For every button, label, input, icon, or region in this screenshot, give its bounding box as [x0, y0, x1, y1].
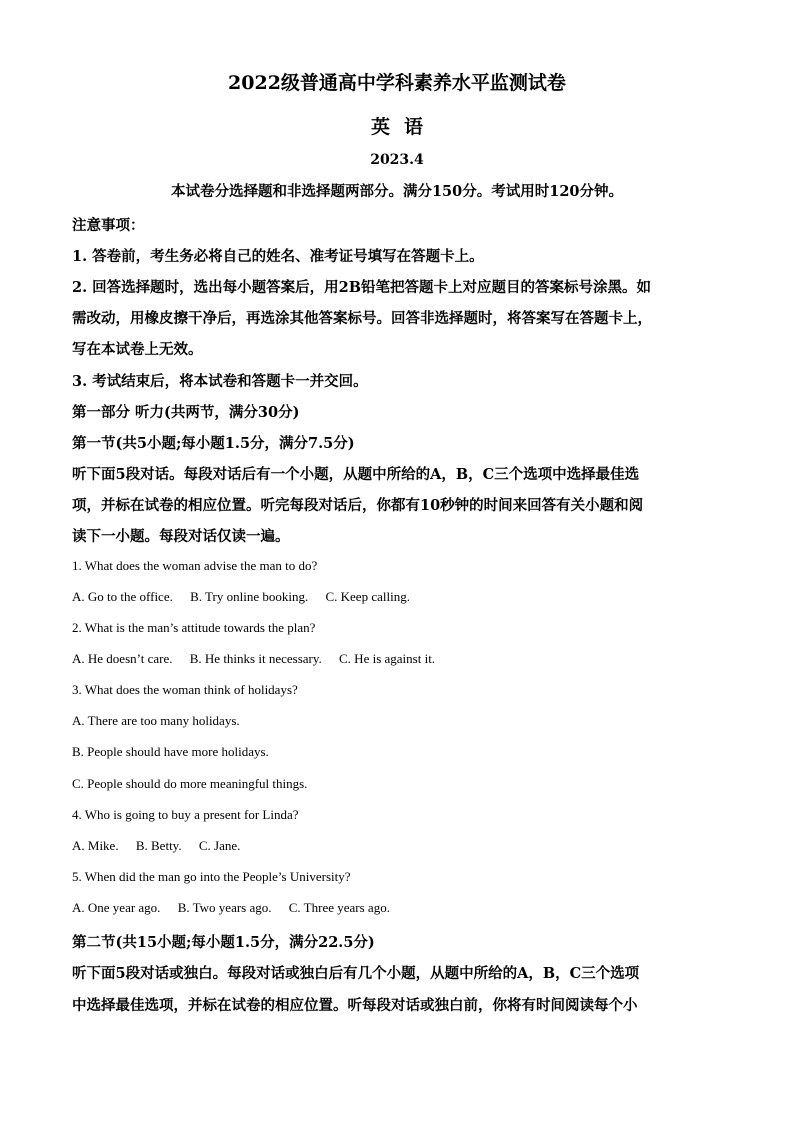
option-b: B. Try online booking. — [190, 589, 309, 604]
option-a: A. Mike. — [72, 838, 119, 853]
question-4-options — [72, 838, 240, 854]
exam-title: 2022级普通高中学科素养水平监测试卷 — [228, 72, 566, 94]
notes-heading: 注意事项： — [72, 217, 145, 234]
question-2-options — [72, 651, 435, 667]
option-b: B. Betty. — [135, 838, 182, 853]
question-4: 4. Who is going to buy a present for Linda? — [72, 807, 299, 822]
note-item: 需改动，用橡皮擦干净后，再选涂其他答案标号。回答非选择题时，将答案写在答题卡上， — [72, 310, 652, 327]
note-item: 3. 考试结束后，将本试卷和答题卡一并交回。 — [72, 373, 368, 390]
exam-intro: 本试卷分选择题和非选择题两部分。满分150分。考试用时120分钟。 — [170, 183, 624, 200]
option-c: C. Keep calling. — [325, 589, 410, 604]
section1-instructions: 听下面5段对话。每段对话后有一个小题，从题中所给的A，B，C三个选项中选择最佳选 — [72, 466, 640, 483]
question-1-options — [72, 589, 410, 605]
note-item: 1. 答卷前，考生务必将自己的姓名、准考证号填写在答题卡上。 — [72, 248, 484, 265]
option-c: C. Jane. — [198, 838, 241, 853]
option-c: C. Three years ago. — [288, 900, 390, 915]
question-2: 2. What is the man’s attitude towards the plan? — [72, 620, 316, 635]
question-3-option-c: C. People should do more meaningful things. — [72, 776, 308, 791]
question-3: 3. What does the woman think of holidays? — [72, 682, 298, 697]
option-a: A. Go to the office. — [72, 589, 173, 604]
section2-instructions: 中选择最佳选项，并标在试卷的相应位置。听每段对话或独白前，你将有时间阅读每个小 — [72, 997, 638, 1014]
question-1: 1. What does the woman advise the man to do? — [72, 558, 318, 573]
option-a: A. One year ago. — [72, 900, 161, 915]
section2-instructions: 听下面5段对话或独白。每段对话或独白后有几个小题，从题中所给的A，B，C三个选项 — [72, 965, 640, 982]
part1-heading: 第一部分 听力(共两节，满分30分) — [72, 404, 300, 421]
section1-instructions: 项，并标在试卷的相应位置。听完每段对话后，你都有10秒钟的时间来回答有关小题和阅 — [72, 497, 644, 514]
exam-date: 2023.4 — [370, 152, 424, 168]
question-3-option-a: A. There are too many holidays. — [72, 713, 240, 728]
subject-title: 英语 — [370, 116, 437, 138]
section1-heading: 第一节(共5小题;每小题1.5分，满分7.5分) — [72, 435, 355, 452]
note-item: 写在本试卷上无效。 — [72, 341, 203, 358]
question-5: 5. When did the man go into the People’s University? — [72, 869, 351, 884]
question-5-options — [72, 900, 390, 916]
option-a: A. He doesn’t care. — [72, 651, 173, 666]
option-b: B. Two years ago. — [177, 900, 272, 915]
section1-instructions: 读下一小题。每段对话仅读一遍。 — [72, 528, 290, 545]
section2-heading: 第二节(共15小题;每小题1.5分，满分22.5分) — [72, 934, 375, 951]
note-item: 2. 回答选择题时，选出每小题答案后，用2B铅笔把答题卡上对应题目的答案标号涂黑。如 — [72, 279, 652, 296]
option-b: B. He thinks it necessary. — [189, 651, 322, 666]
option-c: C. He is against it. — [339, 651, 436, 666]
question-3-option-b: B. People should have more holidays. — [72, 744, 269, 759]
